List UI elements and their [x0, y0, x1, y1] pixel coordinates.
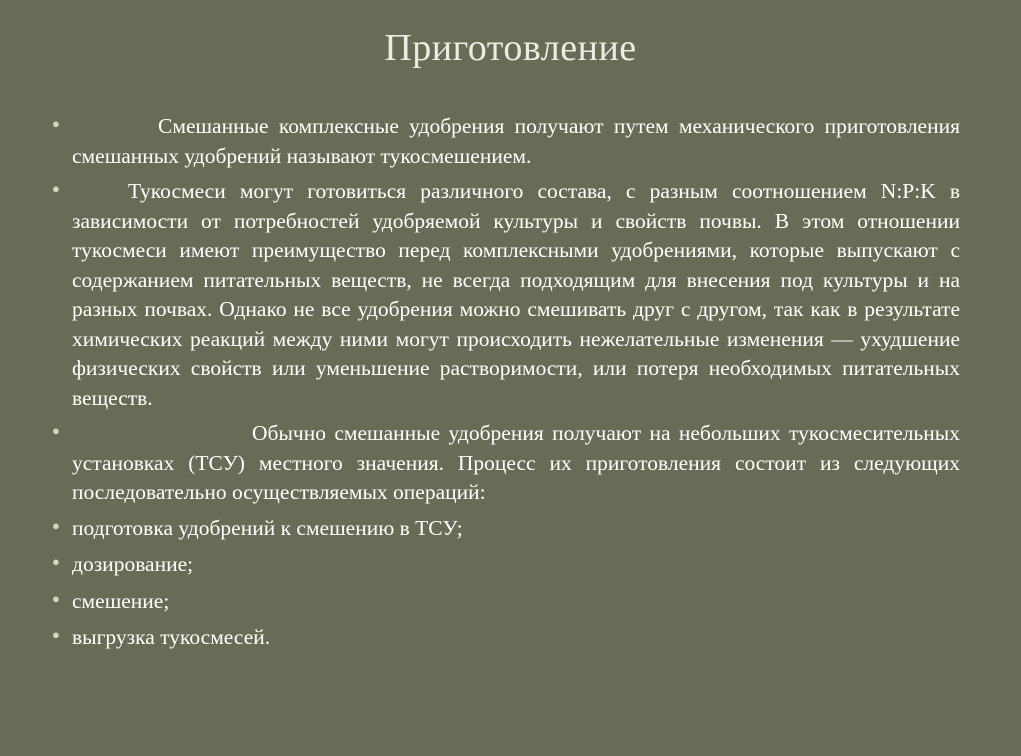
bullet-list — [52, 112, 960, 660]
bullet-dot-icon: ● — [52, 590, 60, 606]
paragraph-text: Тукосмеси могут готовиться различного состава, с разным соотношением N:P:K в зависимости от потребностей удобряемой культуры и свойств почвы. В этом отношении тукосмеси имеют преимущество перед комплексными удобрениями, которые выпускают с содержанием питательных веществ, не всегда подходящим для внесения под культуры и на разных почвах. Однако не все удобрения можно смешивать друг с другом, так как в результате химических реакций между ними могут происходить нежелательные изменения — ухудшение физических свойств или уменьшение растворимости, или потеря необходимых питательных веществ. — [72, 179, 960, 410]
paragraph-text: Смешанные комплексные удобрения получают путем механического приготовления смешанных удобрений называют тукосмешением. — [72, 114, 960, 168]
bullet-dot-icon: ● — [52, 116, 60, 131]
list-item — [52, 550, 960, 580]
list-item — [52, 112, 960, 171]
paragraph-text: Обычно смешанные удобрения получают на небольших тукосмесительных установках (ТСУ) местного значения. Процесс их приготовления состоит из следующих последовательно осуществляемых операций: — [72, 421, 960, 504]
bullet-dot-icon: ● — [52, 554, 60, 569]
list-item — [52, 623, 960, 653]
operation-text: выгрузка тукосмесей. — [72, 625, 271, 649]
slide-title: Приготовление — [384, 27, 637, 69]
bullet-dot-icon: ● — [52, 517, 60, 533]
list-item — [52, 177, 960, 413]
list-item — [52, 587, 960, 617]
operation-text: дозирование; — [72, 552, 194, 576]
bullet-dot-icon: ● — [52, 181, 60, 196]
operation-text: смешение; — [72, 588, 170, 613]
bullet-dot-icon: ● — [52, 423, 60, 438]
bullet-dot-icon: ● — [52, 627, 60, 642]
list-item — [52, 514, 960, 544]
list-item — [52, 419, 960, 508]
operation-text: подготовка удобрений к смешению в ТСУ; — [72, 515, 463, 540]
